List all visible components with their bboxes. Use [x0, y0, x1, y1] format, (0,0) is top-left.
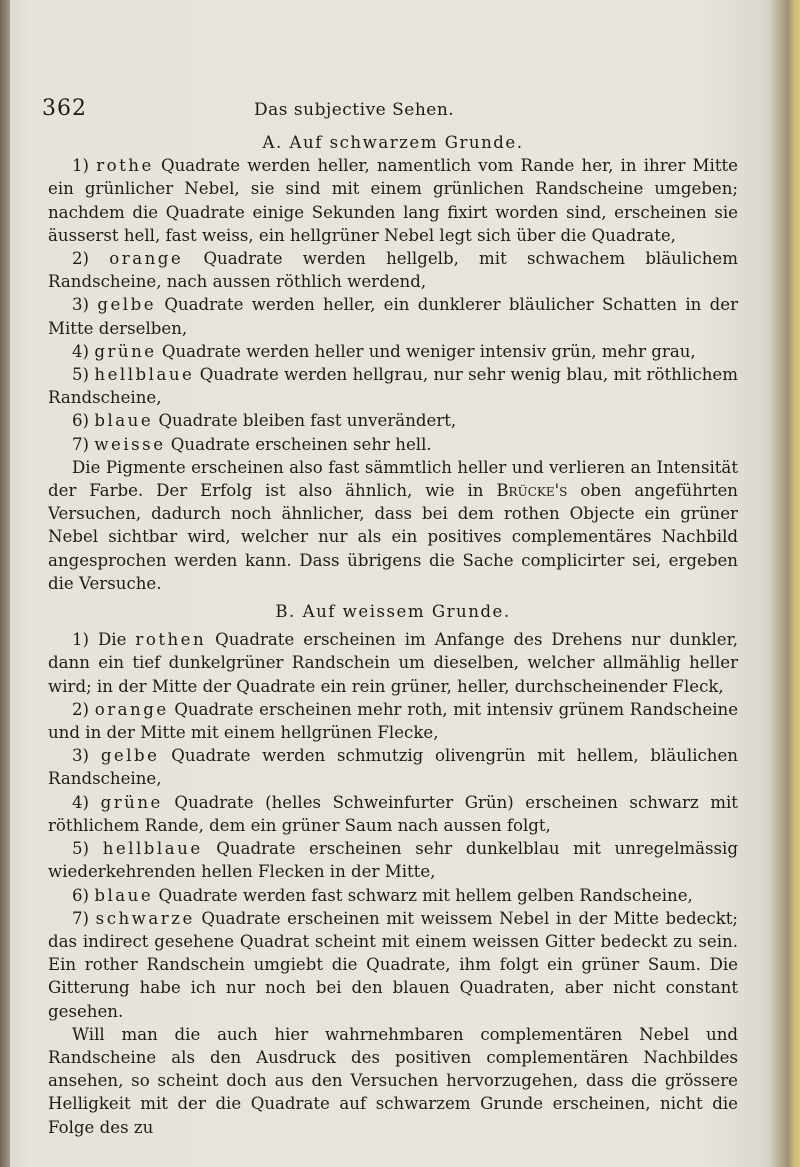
- section-b-item: 3) gelbe Quadrate werden schmutzig olivengrün mit hellem, bläulichen Randscheine,: [48, 746, 738, 789]
- color-word: gelbe: [97, 295, 157, 315]
- color-word: rothen: [135, 630, 207, 650]
- section-b-paragraph: Will man die auch hier wahrnehmbaren complementären Nebel und Randscheine als den Ausdruck des positiven complementären Nachbildes ansehen, so scheint doch aus den Versuchen hervorzugehen, dass die grössere Helligkeit mit der die Quadrate auf schwarzem Grunde erscheinen, nicht die Folge des zu: [48, 1024, 738, 1137]
- color-word: schwarze: [95, 908, 195, 928]
- color-word: blaue: [94, 411, 154, 431]
- section-a-item: 1) rothe Quadrate werden heller, namentlich vom Rande her, in ihrer Mitte ein grünlicher Nebel, sie sind mit einem grünlichen Randscheine umgeben; nachdem die Quadrate einige Sekunden lang fixirt worden sind, erscheinen sie äusserst hell, fast weiss, ein hellgrüner Nebel legt sich über die Quadrate,: [48, 156, 738, 245]
- author-name: Brücke's: [496, 481, 568, 501]
- section-a-heading: A. Auf schwarzem Grunde.: [262, 133, 524, 152]
- color-word: gelbe: [100, 746, 160, 766]
- color-word: rothe: [96, 156, 154, 176]
- section-a-item: 2) orange Quadrate werden hellgelb, mit schwachem bläulichem Randscheine, nach aussen röthlich werdend,: [48, 249, 738, 292]
- section-a-item: 7) weisse Quadrate erscheinen sehr hell.: [72, 434, 432, 454]
- color-word: orange: [109, 249, 184, 269]
- section-a-paragraph: Die Pigmente erscheinen also fast sämmtlich heller und verlieren an Intensität der Farbe. Der Erfolg ist also ähnlich, wie in Brücke's oben angeführten Versuchen, dadurch noch ähnlicher, dass bei dem rothen Objecte ein grüner Nebel sichtbar wird, welcher nur als ein positives complementäres Nachbild angesprochen werden kann. Dass übrigens die Sache complicirter sei, ergeben die Versuche.: [48, 457, 738, 593]
- section-a-item: 6) blaue Quadrate bleiben fast unverändert,: [72, 411, 457, 431]
- color-word: blaue: [94, 885, 154, 905]
- section-a-item: 5) hellblaue Quadrate werden hellgrau, nur sehr wenig blau, mit röthlichem Randscheine,: [48, 365, 738, 408]
- color-word: hellblaue: [94, 365, 195, 385]
- color-word: weisse: [94, 434, 166, 454]
- page-header: [42, 96, 742, 126]
- body-text: [48, 131, 738, 1139]
- section-a-item: 3) gelbe Quadrate werden heller, ein dunklerer bläulicher Schatten in der Mitte derselben,: [48, 295, 739, 338]
- section-b-item: 5) hellblaue Quadrate erscheinen sehr dunkelblau mit unregelmässig wiederkehrenden hellen Flecken in der Mitte,: [48, 839, 738, 882]
- section-b-item: 4) grüne Quadrate (helles Schweinfurter Grün) erscheinen schwarz mit röthlichem Rande, dem ein grüner Saum nach aussen folgt,: [48, 792, 738, 835]
- color-word: grüne: [100, 792, 163, 812]
- page-right-edge: [770, 0, 800, 1167]
- section-b-item: 7) schwarze Quadrate erscheinen mit weissem Nebel in der Mitte bedeckt; das indirect gesehene Quadrat scheint mit einem weissen Gitter bedeckt zu sein. Ein rother Randschein umgiebt die Quadrate, ihm folgt ein grüner Saum. Die Gitterung habe ich nur noch bei den blauen Quadraten, aber nicht constant gesehen.: [48, 908, 739, 1021]
- section-b-heading: B. Auf weissem Grunde.: [275, 602, 511, 622]
- page-binding-edge: [0, 0, 10, 1167]
- color-word: grüne: [94, 341, 157, 361]
- running-head: Das subjective Sehen.: [254, 100, 455, 120]
- section-a-item: 4) grüne Quadrate werden heller und weniger intensiv grün, mehr grau,: [72, 341, 696, 361]
- color-word: orange: [94, 699, 169, 719]
- section-b-item: 1) Die rothen Quadrate erscheinen im Anfange des Drehens nur dunkler, dann ein tief dunkelgrüner Randschein um dieselben, welcher allmählig heller wird; in der Mitte der Quadrate ein rein grüner, heller, durchscheinender Fleck,: [48, 630, 738, 696]
- section-b-item: 2) orange Quadrate erscheinen mehr roth, mit intensiv grünem Randscheine und in der Mitte mit einem hellgrünen Flecke,: [48, 699, 739, 743]
- color-word: hellblaue: [102, 839, 203, 859]
- page-number: 362: [42, 96, 87, 121]
- section-b-item: 6) blaue Quadrate werden fast schwarz mit hellem gelben Randscheine,: [72, 885, 693, 905]
